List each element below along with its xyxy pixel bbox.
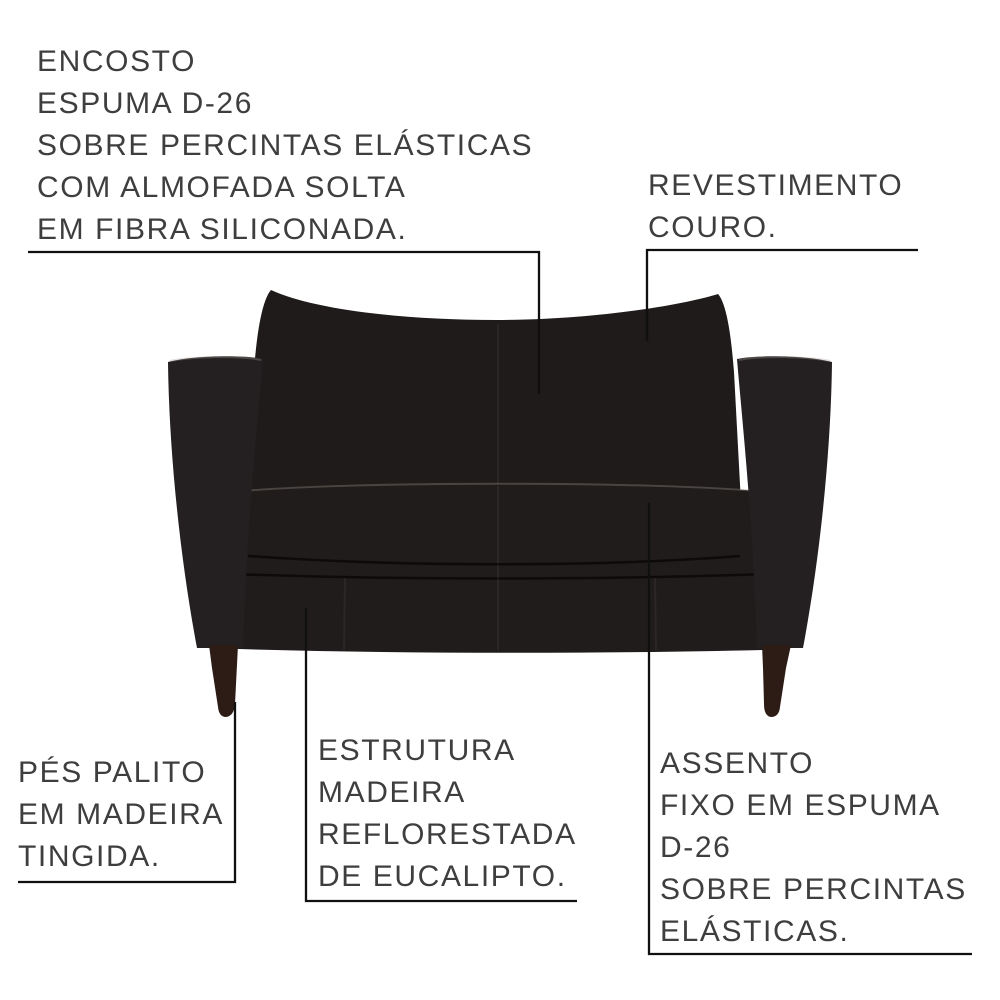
sofa-right-leg — [762, 645, 791, 717]
label-revestimento — [648, 165, 903, 249]
label-line: REFLORESTADA — [318, 818, 577, 851]
label-line: ESPUMA D-26 — [37, 87, 253, 120]
label-line: EM MADEIRA — [18, 798, 225, 831]
label-line: PÉS PALITO — [18, 756, 207, 789]
label-line: SOBRE PERCINTAS — [660, 873, 967, 906]
label-assento — [660, 743, 967, 953]
label-line: COURO. — [648, 211, 778, 244]
label-line: ENCOSTO — [37, 45, 197, 78]
label-line: DE EUCALIPTO. — [318, 860, 567, 893]
label-line: ASSENTO — [660, 747, 815, 780]
base-seam-left — [344, 578, 345, 650]
sofa-left-leg — [209, 645, 238, 717]
label-line: COM ALMOFADA SOLTA — [37, 171, 407, 204]
label-line: SOBRE PERCINTAS ELÁSTICAS — [37, 129, 534, 162]
label-line: REVESTIMENTO — [648, 169, 904, 202]
label-pes-palito — [18, 752, 224, 878]
label-estrutura — [318, 730, 577, 898]
label-encosto — [37, 41, 533, 251]
base-seam-right — [655, 578, 656, 650]
label-line: TINGIDA. — [18, 840, 161, 873]
label-line: ELÁSTICAS. — [660, 915, 850, 948]
label-line: MADEIRA — [318, 776, 466, 809]
label-line: D-26 — [660, 831, 732, 864]
sofa-seat-base — [207, 484, 768, 653]
label-line: ESTRUTURA — [318, 734, 516, 767]
label-line: EM FIBRA SILICONADA. — [37, 213, 408, 246]
label-line: FIXO EM ESPUMA — [660, 789, 941, 822]
